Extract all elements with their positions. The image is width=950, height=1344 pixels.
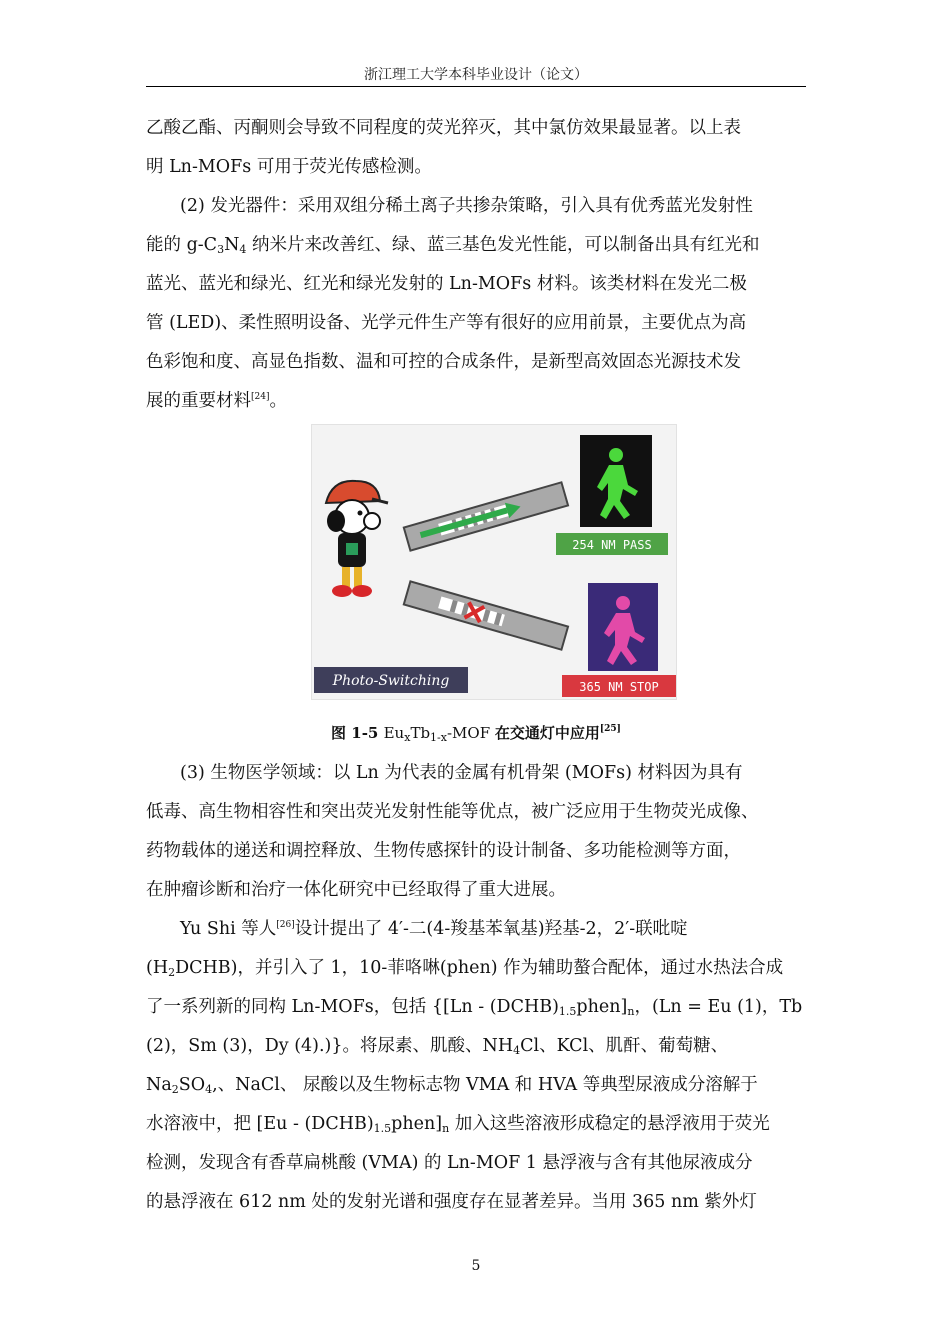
cartoon-character-icon — [326, 481, 388, 597]
text-line: 明 Ln-MOFs 可用于荧光传感检测。 — [146, 157, 432, 177]
figure-traffic-light — [311, 424, 677, 700]
pass-label: 254 NM PASS — [572, 538, 652, 552]
text-line: 蓝光、蓝光和绿光、红光和绿光发射的 Ln-MOFs 材料。该类材料在发光二极 — [146, 274, 747, 294]
text-line: (2)，Sm (3)，Dy (4).)}。将尿素、肌酸、$NH_4Cl$、KCl、肌酐、葡萄糖、 — [146, 1036, 729, 1057]
stop-strip — [404, 581, 568, 649]
text-line: 展的重要材料[24]。 — [146, 391, 287, 411]
pass-strip — [404, 482, 568, 550]
figure-caption: 图 1-5 $Eu_xTb_{1-x}$-MOF 在交通灯中应用[25] — [331, 724, 621, 744]
citation: [24] — [251, 392, 270, 402]
citation: [25] — [599, 724, 621, 734]
text-line: 管 (LED)、柔性照明设备、光学元件生产等有很好的应用前景，主要优点为高 — [146, 313, 747, 333]
text-line: (3) 生物医学领域：以 Ln 为代表的金属有机骨架 (MOFs) 材料因为具有 — [180, 763, 743, 783]
running-header: 浙江理工大学本科毕业设计（论文） — [364, 67, 588, 83]
switch-label: Photo-Switching — [332, 673, 450, 689]
text-line: 了一系列新的同构 Ln-MOFs，包括 {$[Ln - (DCHB)_{1.5}phen]_n$，(Ln = Eu (1)，Tb — [146, 997, 803, 1018]
text-line: 药物载体的递送和调控释放、生物传感探针的设计制备、多功能检测等方面， — [146, 841, 741, 861]
text-line: Yu Shi 等人[26]设计提出了 4′-二(4-羧基苯氧基)羟基-2，2′-联吡啶 — [180, 919, 688, 939]
text-line: $(H_2DCHB)$，并引入了 1，10-菲咯啉(phen) 作为辅助螯合配体，通过水热法合成 — [146, 958, 784, 979]
text-line: 色彩饱和度、高显色指数、温和可控的合成条件，是新型高效固态光源技术发 — [146, 352, 741, 372]
header-rule — [146, 86, 806, 87]
text-line: 低毒、高生物相容性和突出荧光发射性能等优点，被广泛应用于生物荧光成像、 — [146, 802, 759, 822]
text-line: (2) 发光器件：采用双组分稀土离子共掺杂策略，引入具有优秀蓝光发射性 — [180, 196, 753, 216]
text-line: 的悬浮液在 612 nm 处的发射光谱和强度存在显著差异。当用 365 nm 紫外灯 — [146, 1192, 757, 1212]
text-line: $Na_2SO_4$,、NaCl、 尿酸以及生物标志物 VMA 和 HVA 等典型尿液成分溶解于 — [146, 1075, 758, 1096]
text-line: 能的 $g-C_3N_4$ 纳米片来改善红、绿、蓝三基色发光性能，可以制备出具有红光和 — [146, 235, 760, 256]
text-line: 检测，发现含有香草扁桃酸 (VMA) 的 Ln-MOF 1 悬浮液与含有其他尿液成分 — [146, 1153, 753, 1173]
stop-label: 365 NM STOP — [579, 680, 659, 694]
text-line: 在肿瘤诊断和治疗一体化研究中已经取得了重大进展。 — [146, 880, 566, 900]
text-line: 水溶液中，把 $[Eu - (DCHB)_{1.5}phen]_n$ 加入这些溶液形成稳定的悬浮液用于荧光 — [146, 1114, 770, 1135]
figure-illustration — [312, 425, 676, 699]
page-number: 5 — [471, 1258, 481, 1274]
citation: [26] — [276, 920, 295, 930]
text-line: 乙酸乙酯、丙酮则会导致不同程度的荧光猝灭，其中氯仿效果最显著。以上表 — [146, 118, 741, 138]
